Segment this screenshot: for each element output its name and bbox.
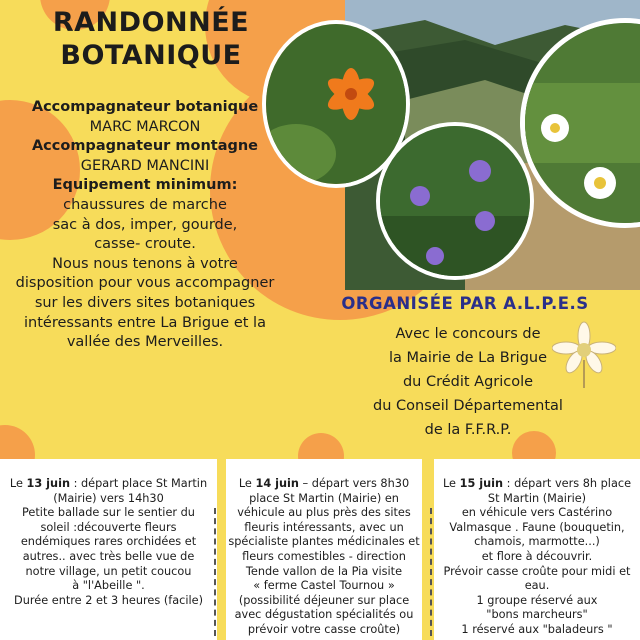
availability-line: Nous nous tenons à votre: [52, 255, 238, 272]
sponsor-line: du Conseil Départemental: [373, 398, 563, 414]
day-card-line: Valmasque . Faune (bouquetin,: [449, 520, 625, 534]
day-card-line: Tende vallon de la Pia visite: [245, 564, 403, 578]
day-card-line: Le 13 juin : départ place St Martin: [9, 477, 208, 490]
day-card-line: Petite ballade sur le sentier du: [22, 506, 195, 520]
day-card-line: soleil :découverte fleurs: [40, 520, 177, 534]
day-date: 14 juin: [255, 477, 299, 490]
day-card-line: Le 14 juin – départ vers 8h30: [238, 477, 410, 490]
day-card-line: St Martin (Mairie): [487, 491, 587, 505]
day-card-14-june: [226, 459, 422, 640]
day-card-line: et flore à découvrir.: [481, 549, 593, 563]
card-divider: [214, 508, 218, 636]
sponsor-line: Avec le concours de: [395, 326, 541, 342]
day-card-line: (Mairie) vers 14h30: [53, 491, 164, 505]
guides-and-equipment-block: [4, 98, 286, 353]
availability-line: vallée des Merveilles.: [66, 334, 224, 351]
equipment-line: sac à dos, imper, gourde,: [52, 216, 238, 233]
day-card-line: chamois, marmotte...): [474, 535, 600, 549]
purple-geranium-photo: [376, 122, 534, 280]
organiser-heading: ORGANISÉE PAR A.L.P.E.S: [341, 294, 589, 313]
day-card-line: à "l'Abeille ".: [72, 579, 145, 593]
day-card-line: en véhicule vers Castérino: [461, 506, 613, 520]
day-card-line: fleuris intéressants, avec un: [244, 520, 404, 534]
day-card-line: place St Martin (Mairie) en: [249, 491, 399, 505]
day-card-line: « ferme Castel Tournou »: [253, 579, 395, 593]
day-card-line: véhicule au plus près des sites: [237, 506, 411, 520]
day-card-line: Prévoir casse croûte pour midi et: [443, 564, 631, 578]
day-date: 13 juin: [26, 477, 71, 490]
title-line1: RANDONNÉE: [52, 7, 250, 38]
day-date: 15 juin: [459, 477, 504, 490]
day-card-line: endémiques rares orchidées et: [20, 535, 197, 549]
availability-line: disposition pour vous accompagner: [15, 275, 275, 292]
day-card-line: avec dégustation spécialités ou: [234, 608, 414, 622]
botany-guide-name: MARC MARCON: [89, 118, 201, 135]
day-card-line: prévoir votre casse croûte): [247, 622, 401, 636]
day-card-line: spécialiste plantes médicinales et: [228, 535, 420, 549]
day-card-line: 1 réservé aux "baladeurs ": [461, 622, 613, 636]
page-title: [36, 6, 266, 72]
day-card-line: notre village, un petit coucou: [25, 564, 192, 578]
sponsor-line: de la F.F.R.P.: [424, 422, 512, 438]
card-divider: [430, 508, 434, 636]
sponsors-list: [318, 322, 618, 442]
day-card-13-june: [0, 459, 217, 640]
sponsor-line: du Crédit Agricole: [402, 374, 534, 390]
day-card-15-june: [434, 459, 640, 640]
day-card-line: fleurs comestibles - direction: [242, 549, 406, 563]
day-card-line: Le 15 juin : départ vers 8h place: [442, 477, 632, 490]
mountain-guide-label: Accompagnateur montagne: [31, 138, 259, 155]
botany-guide-label: Accompagnateur botanique: [31, 99, 259, 115]
day-card-line: (possibilité déjeuner sur place: [238, 593, 410, 607]
day-card-line: 1 groupe réservé aux: [476, 593, 598, 607]
day-card-line: autres.. avec très belle vue de: [22, 549, 195, 563]
day-card-line: Durée entre 2 et 3 heures (facile): [14, 593, 203, 607]
mountain-guide-name: GERARD MANCINI: [80, 157, 210, 174]
sponsor-line: la Mairie de La Brigue: [388, 350, 548, 366]
day-card-line: eau.: [524, 579, 550, 593]
equipment-line: chaussures de marche: [63, 196, 227, 213]
title-line2: BOTANIQUE: [60, 40, 242, 71]
equipment-line: casse- croute.: [94, 236, 196, 253]
availability-line: intéressants entre La Brigue et la: [24, 314, 266, 331]
equipment-label: Equipement minimum:: [52, 177, 238, 194]
availability-line: sur les divers sites botaniques: [34, 294, 256, 311]
day-card-line: "bons marcheurs": [486, 608, 588, 622]
